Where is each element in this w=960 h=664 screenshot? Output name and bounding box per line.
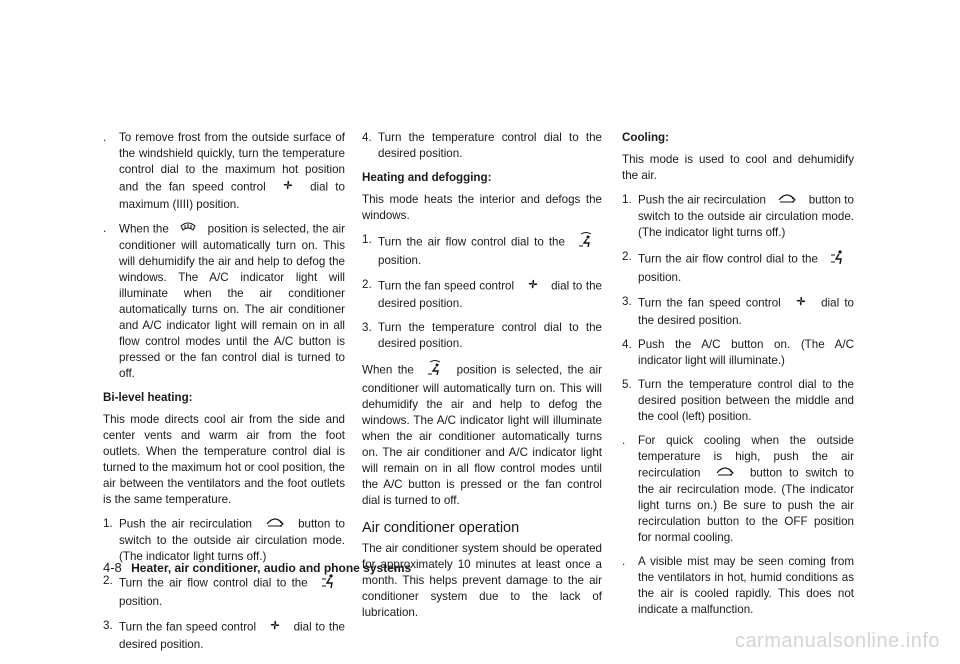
recirculation-icon (777, 192, 797, 209)
bullet-mark: . (622, 555, 626, 568)
subsection-heading: Air conditioner operation (362, 520, 520, 536)
bi-level-icon (321, 573, 337, 594)
step-number: 1. (362, 233, 372, 246)
list-item (103, 221, 345, 382)
paragraph-text: position is selected, the air conditioner will automatically turn on. This will dehumidify the air and help to defog the windows. The A/C indicator light will illuminate when the air conditioner automatically turns on. The air conditioner and A/C indicator light will remain on in all flow control modes until the A/C button is pressed or the fan control dial is turned to off. (119, 222, 345, 380)
list-item (622, 377, 854, 425)
paragraph-text: For quick cooling when the outside temperature is high, push the air recirculation (638, 434, 854, 480)
paragraph: This mode directs cool air from the side and center vents and warm air from the foot outlets. When the temperature control dial is turned to the maximum hot or cool position, the air between the ventilators and the foot outlets is the same temperature. (103, 413, 345, 506)
column-1 (103, 130, 345, 661)
step-number: 2. (622, 250, 632, 263)
column-3 (622, 130, 854, 626)
chapter-title: Heater, air conditioner, audio and phone systems (131, 561, 412, 575)
step-text: Turn the temperature control dial to the desired position. (378, 321, 602, 350)
defrost-icon (180, 221, 196, 238)
step-text: Turn the air flow control dial to the (119, 576, 308, 590)
paragraph-text: When the (362, 363, 414, 377)
step-number: 1. (622, 193, 632, 206)
paragraph-text: A visible mist may be seen coming from the ventilators in hot, humid conditions as the air is cooled rapidly. This does not indicate a malfunction. (638, 555, 854, 616)
step-text: button to switch to the outside air circulation mode. (The indicator light turns off.) (638, 193, 854, 239)
floor-defrost-icon (578, 232, 594, 253)
list-item (362, 320, 602, 352)
step-text: Turn the temperature control dial to the desired position. (378, 131, 602, 160)
step-text: Turn the fan speed control (119, 620, 257, 634)
section-heading: Cooling: (622, 131, 670, 144)
step-number: 4. (622, 338, 632, 351)
page-number: 4-8 (103, 560, 122, 575)
step-text: dial to the desired position. (638, 296, 854, 327)
list-item (103, 618, 345, 653)
list-item (622, 249, 854, 286)
step-text: Push the air recirculation (119, 517, 252, 531)
step-text: Turn the fan speed control (378, 279, 515, 293)
list-item (362, 277, 602, 312)
step-text: position. (638, 271, 682, 284)
step-text: position. (378, 254, 422, 267)
fan-icon (281, 178, 295, 197)
step-text: Turn the fan speed control (638, 296, 781, 310)
bullet-mark: . (622, 434, 626, 447)
paragraph-text: dial to maximum (IIII) position. (119, 180, 345, 211)
step-number: 3. (362, 321, 372, 334)
page-footer (103, 560, 411, 575)
step-number: 4. (362, 131, 372, 144)
paragraph-text: button to switch to the air recirculation mode. (The indicator light turns on.) Be sure to push the air recirculation button to the OFF position for normal cooling. (638, 466, 854, 544)
section-heading: Heating and defogging: (362, 171, 492, 184)
step-number: 2. (103, 574, 113, 587)
paragraph-text: position is selected, the air conditioner will automatically turn on. This will dehumidify the air and help to defog the windows. The A/C indicator light will illuminate when the air conditioner automatically turns on. The air conditioner and A/C indicator light will remain on in all flow control modes until the A/C button is pressed or the fan control dial is turned to off. (362, 363, 602, 507)
list-item (103, 573, 345, 610)
paragraph (362, 360, 602, 509)
recirculation-icon (265, 516, 285, 533)
list-item (362, 130, 602, 162)
section-heading: Bi-level heating: (103, 391, 193, 404)
list-item (622, 192, 854, 241)
list-item (622, 337, 854, 369)
paragraph: The air conditioner system should be operated for approximately 10 minutes at least once a month. This helps prevent damage to the air conditioner system due to the lack of lubrication. (362, 542, 602, 619)
fan-icon (526, 277, 540, 296)
step-number: 3. (103, 619, 113, 632)
bullet-mark: . (103, 131, 107, 144)
list-item (622, 554, 854, 618)
paragraph: This mode is used to cool and dehumidify the air. (622, 153, 854, 182)
list-item (103, 130, 345, 213)
step-text: button to switch to the outside air circulation mode. (The indicator light turns off.) (119, 517, 345, 563)
step-text: Turn the air flow control dial to the (378, 235, 565, 249)
column-2 (362, 130, 602, 629)
recirculation-icon (715, 465, 735, 482)
list-item (362, 232, 602, 269)
list-item (103, 516, 345, 565)
step-text: Turn the temperature control dial to the desired position between the middle and the cool (left) position. (638, 378, 854, 423)
step-text: Push the air recirculation (638, 193, 766, 207)
watermark: carmanualsonline.info (734, 630, 940, 652)
fan-icon (268, 618, 282, 637)
step-text: dial to the desired position. (119, 620, 345, 651)
step-number: 3. (622, 295, 632, 308)
step-text: Push the A/C button on. (The A/C indicator light will illuminate.) (638, 338, 854, 367)
step-number: 5. (622, 378, 632, 391)
step-number: 1. (103, 517, 113, 530)
fan-icon (794, 294, 808, 313)
step-number: 2. (362, 278, 372, 291)
floor-defrost-icon (427, 360, 443, 381)
paragraph-text: To remove frost from the outside surface of the windshield quickly, turn the temperature control dial to the maximum hot position and the fan speed control (119, 131, 345, 194)
step-text: dial to the desired position. (378, 279, 602, 310)
paragraph-text: When the (119, 222, 169, 236)
paragraph: This mode heats the interior and defogs the windows. (362, 193, 602, 222)
step-text: position. (119, 595, 163, 608)
list-item (622, 294, 854, 329)
list-item (622, 433, 854, 546)
bullet-mark: . (103, 222, 107, 235)
bi-level-icon (830, 249, 846, 270)
step-text: Turn the air flow control dial to the (638, 252, 818, 266)
